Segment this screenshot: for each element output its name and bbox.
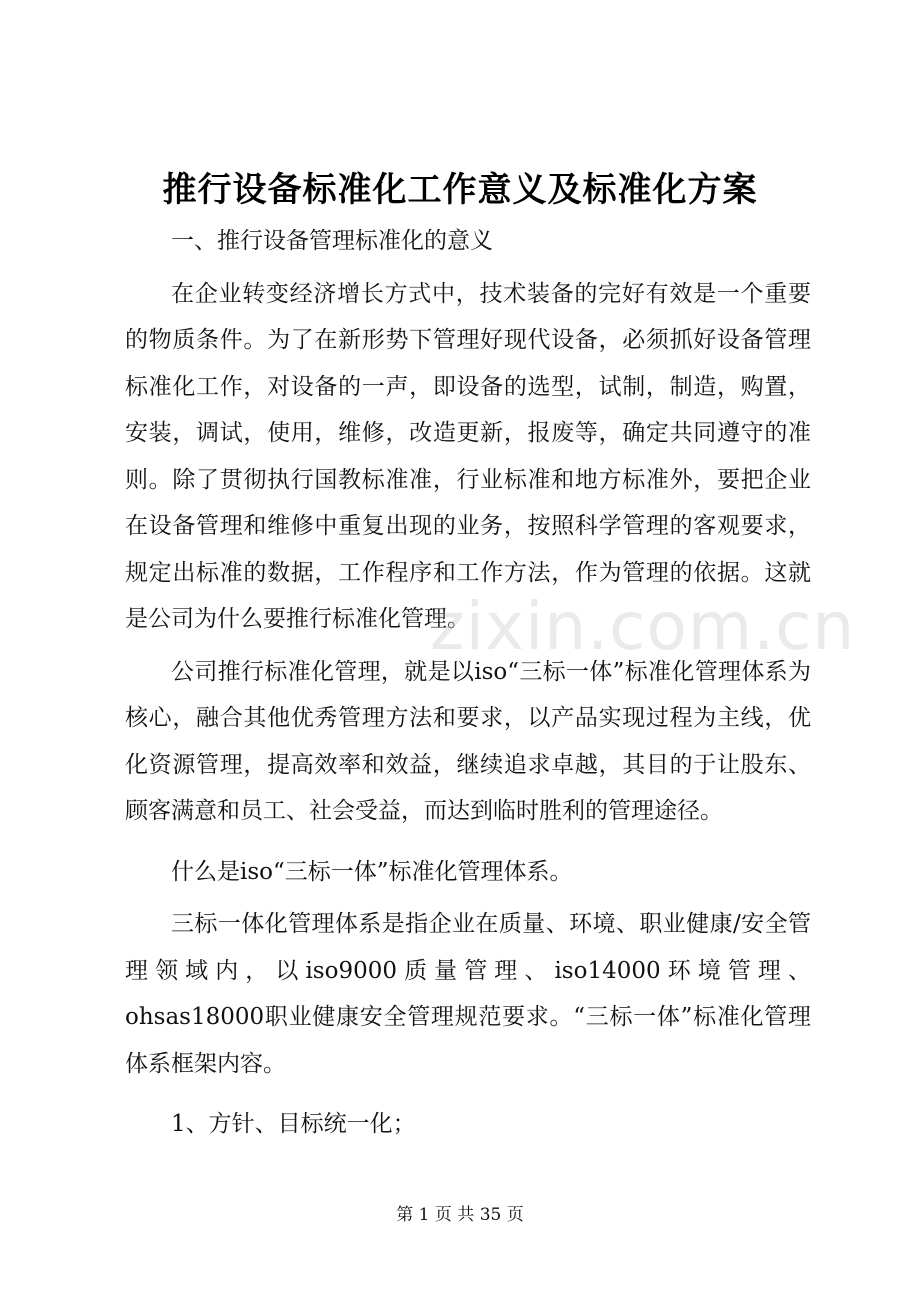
page-footer: 第 1 页 共 35 页 xyxy=(396,1205,524,1225)
list-item-policy-goals: 1、方针、目标统一化； xyxy=(171,1111,416,1137)
document-body xyxy=(125,218,811,1148)
section-heading: 一、推行设备管理标准化的意义 xyxy=(171,228,493,254)
watermark: zixin.com.cn xyxy=(430,588,856,665)
paragraph-company-standardization: 公司推行标准化管理，就是以iso“三标一体”标准化管理体系为核心，融合其他优秀管理方法和要求，以产品实现过程为主线，优化资源管理，提高效率和效益，继续追求卓越，其目的于让股东、顾客满意和员工、社会受益，而达到临时胜利的管理途径。 xyxy=(125,658,811,824)
paragraph-significance: 在企业转变经济增长方式中，技术装备的完好有效是一个重要的物质条件。为了在新形势下管理好现代设备，必须抓好设备管理标准化工作，对设备的一声，即设备的选型，试制，制造，购置，安装，调试，使用，维修，改造更新，报废等，确定共同遵守的准则。除了贯彻执行国教标准准，行业标准和地方标准外，要把企业在设备管理和维修中重复出现的业务，按照科学管理的客观要求，规定出标准的数据，工作程序和工作方法，作为管理的依据。这就是公司为什么要推行标准化管理。 xyxy=(125,280,811,632)
document-title: 推行设备标准化工作意义及标准化方案 xyxy=(162,170,758,210)
paragraph-what-is-iso: 什么是iso“三标一体”标准化管理体系。 xyxy=(171,858,573,885)
paragraph-integrated-system: 三标一体化管理体系是指企业在质量、环境、职业健康/安全管理领域内，以iso9000质量管理、iso14000环境管理、ohsas18000职业健康安全管理规范要求。“三标一体”标准化管理体系框架内容。 xyxy=(125,911,811,1077)
